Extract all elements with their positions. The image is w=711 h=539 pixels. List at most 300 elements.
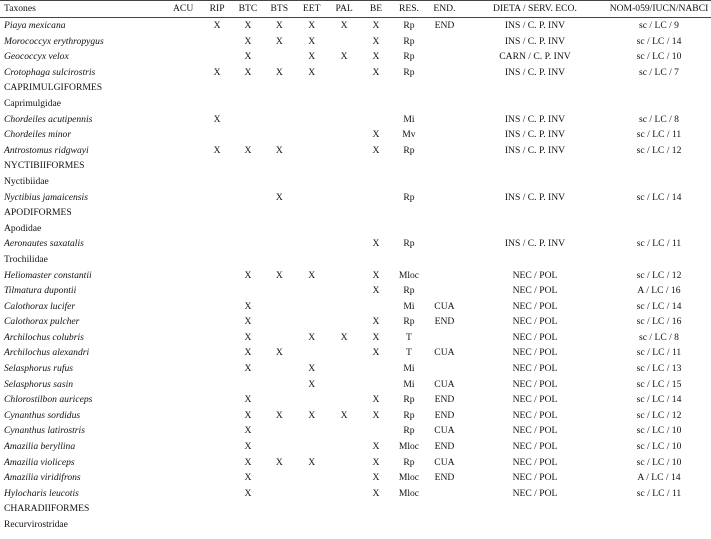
table-cell: sc / LC / 10: [636, 456, 682, 468]
table-cell: [328, 236, 360, 252]
table-cell: [328, 423, 360, 439]
table-cell: X: [340, 51, 348, 63]
taxon-name: Antrostomus ridgwayi: [4, 144, 89, 156]
table-cell: [263, 361, 295, 377]
table-cell: [328, 112, 360, 128]
table-cell: [263, 299, 295, 315]
table-cell: X: [244, 409, 252, 421]
table-cell: Mi: [403, 363, 415, 375]
table-cell: Mi: [403, 378, 415, 390]
column-header: RIP: [202, 1, 233, 18]
taxon-name: Tilmatura dupontii: [4, 285, 77, 297]
table-cell: X: [372, 129, 380, 141]
table-cell: [426, 143, 463, 159]
taxon-name: Selasphorus rufus: [4, 363, 74, 375]
species-row: [0, 314, 711, 330]
table-cell: END: [434, 472, 455, 484]
table-cell: X: [372, 238, 380, 250]
table-cell: [328, 127, 360, 143]
table-cell: X: [244, 363, 252, 375]
table-cell: CUA: [434, 456, 455, 468]
table-cell: [202, 49, 233, 65]
table-cell: sc / LC / 11: [636, 487, 682, 499]
table-cell: [426, 112, 463, 128]
table-cell: [295, 283, 328, 299]
table-cell: X: [372, 285, 380, 297]
table-cell: [263, 314, 295, 330]
table-cell: X: [244, 347, 252, 359]
table-cell: NEC / POL: [512, 487, 558, 499]
table-cell: [165, 486, 202, 502]
table-cell: NEC / POL: [512, 394, 558, 406]
taxon-name: Cynanthus latirostris: [4, 425, 85, 437]
table-cell: [202, 190, 233, 206]
table-cell: INS / C. P. INV: [504, 144, 566, 156]
table-cell: Rp: [403, 51, 415, 63]
table-cell: X: [372, 51, 380, 63]
table-cell: [328, 143, 360, 159]
table-cell: Mv: [402, 129, 416, 141]
family-name: Apodidae: [4, 222, 42, 234]
table-cell: INS / C. P. INV: [504, 35, 566, 47]
table-cell: X: [308, 456, 316, 468]
table-cell: [263, 377, 295, 393]
table-cell: [202, 268, 233, 284]
table-cell: sc / LC / 14: [636, 35, 682, 47]
table-cell: CUA: [434, 347, 455, 359]
order-row: [0, 80, 711, 96]
table-cell: sc / LC / 16: [636, 316, 682, 328]
table-cell: INS / C. P. INV: [504, 238, 566, 250]
table-cell: [426, 49, 463, 65]
table-cell: [263, 423, 295, 439]
taxon-name: Archilochus colubris: [4, 331, 84, 343]
table-cell: [165, 49, 202, 65]
table-cell: Rp: [403, 238, 415, 250]
family-row: [0, 252, 711, 268]
species-row: [0, 486, 711, 502]
table-cell: [202, 439, 233, 455]
species-row: [0, 330, 711, 346]
table-cell: [328, 65, 360, 81]
table-cell: [263, 439, 295, 455]
taxon-name: Archilochus alexandri: [4, 347, 90, 359]
table-cell: [165, 236, 202, 252]
table-cell: Rp: [403, 456, 415, 468]
table-cell: NEC / POL: [512, 441, 558, 453]
table-cell: X: [308, 378, 316, 390]
species-row: [0, 361, 711, 377]
table-cell: CARN / C. P. INV: [499, 51, 571, 63]
table-cell: [328, 377, 360, 393]
order-row: [0, 501, 711, 517]
table-cell: X: [308, 269, 316, 281]
table-cell: [202, 299, 233, 315]
table-cell: X: [244, 35, 252, 47]
column-header: NOM-059/IUCN/NABCI: [607, 1, 711, 18]
table-cell: NEC / POL: [512, 285, 558, 297]
table-cell: Mi: [403, 113, 415, 125]
order-row: [0, 158, 711, 174]
species-row: [0, 268, 711, 284]
table-cell: X: [308, 35, 316, 47]
table-cell: [328, 345, 360, 361]
table-cell: NEC / POL: [512, 456, 558, 468]
column-header: DIETA / SERV. ECO.: [463, 1, 607, 18]
table-cell: X: [308, 363, 316, 375]
table-cell: [295, 190, 328, 206]
species-row: [0, 127, 711, 143]
table-cell: INS / C. P. INV: [504, 191, 566, 203]
table-cell: Rp: [403, 191, 415, 203]
order-name: CAPRIMULGIFORMES: [4, 82, 103, 94]
table-cell: [165, 423, 202, 439]
table-cell: INS / C. P. INV: [504, 66, 566, 78]
table-cell: [295, 345, 328, 361]
table-cell: Rp: [403, 409, 415, 421]
taxon-name: Crotophaga sulcirostris: [4, 66, 96, 78]
table-cell: [165, 34, 202, 50]
table-cell: X: [244, 66, 252, 78]
table-cell: [360, 377, 392, 393]
table-cell: INS / C. P. INV: [504, 20, 566, 31]
species-row: [0, 408, 711, 424]
table-cell: [202, 470, 233, 486]
table-cell: [360, 190, 392, 206]
table-cell: [295, 112, 328, 128]
table-cell: X: [308, 409, 316, 421]
table-cell: [165, 127, 202, 143]
table-cell: [426, 65, 463, 81]
table-cell: sc / LC / 10: [636, 51, 682, 63]
table-cell: [360, 299, 392, 315]
table-cell: X: [244, 331, 252, 343]
table-cell: [328, 439, 360, 455]
table-cell: [295, 470, 328, 486]
column-header: EET: [295, 1, 328, 18]
table-cell: [202, 486, 233, 502]
table-header-row: [0, 1, 711, 18]
table-cell: END: [434, 394, 455, 406]
table-cell: [426, 268, 463, 284]
table-cell: [426, 34, 463, 50]
table-cell: [233, 127, 264, 143]
table-cell: [328, 455, 360, 471]
species-row: [0, 143, 711, 159]
table-cell: Mloc: [398, 487, 420, 499]
taxon-name: Aeronautes saxatalis: [4, 238, 84, 250]
table-cell: [360, 361, 392, 377]
table-cell: X: [275, 20, 283, 31]
table-cell: A / LC / 16: [637, 285, 681, 297]
taxon-name: Calothorax lucifer: [4, 300, 76, 312]
table-cell: X: [213, 66, 221, 78]
table-cell: Rp: [403, 35, 415, 47]
table-cell: sc / LC / 12: [636, 409, 682, 421]
table-body: [0, 18, 711, 533]
table-cell: [328, 190, 360, 206]
species-row: [0, 377, 711, 393]
order-row: [0, 205, 711, 221]
table-cell: [426, 361, 463, 377]
table-cell: [202, 330, 233, 346]
table-cell: Rp: [403, 285, 415, 297]
table-cell: X: [244, 456, 252, 468]
species-row: [0, 439, 711, 455]
order-name: CHARADIIFORMES: [4, 503, 90, 515]
table-cell: [165, 143, 202, 159]
table-cell: [426, 330, 463, 346]
table-cell: X: [244, 20, 252, 31]
taxon-name: Chlorostilbon auriceps: [4, 394, 93, 406]
table-cell: END: [434, 316, 455, 328]
table-cell: [165, 268, 202, 284]
table-cell: sc / LC / 8: [639, 331, 679, 343]
species-row: [0, 423, 711, 439]
table-cell: Mi: [403, 300, 415, 312]
table-cell: Rp: [403, 66, 415, 78]
table-cell: [295, 423, 328, 439]
table-cell: [263, 392, 295, 408]
table-cell: T: [406, 331, 412, 343]
table-cell: END: [434, 441, 455, 453]
taxon-name: Selasphorus sasin: [4, 378, 74, 390]
table-cell: X: [372, 347, 380, 359]
family-row: [0, 174, 711, 190]
species-row: [0, 283, 711, 299]
table-cell: X: [372, 35, 380, 47]
table-cell: [263, 486, 295, 502]
table-cell: sc / LC / 14: [636, 300, 682, 312]
table-cell: [233, 236, 264, 252]
taxon-name: Hylocharis leucotis: [4, 487, 79, 499]
table-cell: Rp: [403, 394, 415, 406]
table-cell: Mloc: [398, 441, 420, 453]
table-cell: X: [308, 51, 316, 63]
table-cell: NEC / POL: [512, 331, 558, 343]
table-cell: X: [244, 441, 252, 453]
table-cell: X: [244, 316, 252, 328]
family-name: Recurvirostridae: [4, 519, 68, 530]
column-header: Taxones: [0, 1, 165, 18]
order-name: APODIFORMES: [4, 207, 72, 219]
table-cell: [360, 423, 392, 439]
table-cell: [233, 377, 264, 393]
table-cell: sc / LC / 14: [636, 191, 682, 203]
table-cell: NEC / POL: [512, 425, 558, 437]
table-cell: [328, 361, 360, 377]
table-cell: [328, 268, 360, 284]
table-cell: [202, 236, 233, 252]
table-cell: sc / LC / 7: [639, 66, 679, 78]
species-row: [0, 34, 711, 50]
column-header: END.: [426, 1, 463, 18]
table-cell: [426, 486, 463, 502]
species-row: [0, 392, 711, 408]
table-cell: X: [372, 472, 380, 484]
table-cell: CUA: [434, 425, 455, 437]
table-cell: [165, 361, 202, 377]
table-cell: NEC / POL: [512, 409, 558, 421]
table-cell: X: [372, 487, 380, 499]
table-cell: X: [340, 20, 348, 31]
table-cell: [263, 127, 295, 143]
table-cell: sc / LC / 15: [636, 378, 682, 390]
taxon-name: Piaya mexicana: [4, 20, 66, 31]
table-cell: sc / LC / 10: [636, 425, 682, 437]
table-cell: X: [275, 269, 283, 281]
family-row: [0, 517, 711, 533]
table-cell: X: [275, 347, 283, 359]
species-row: [0, 345, 711, 361]
family-name: Trochilidae: [4, 253, 48, 265]
column-header: RES.: [392, 1, 426, 18]
table-cell: sc / LC / 12: [636, 144, 682, 156]
table-cell: Mloc: [398, 472, 420, 484]
table-cell: [165, 65, 202, 81]
table-cell: Mloc: [398, 269, 420, 281]
family-row: [0, 221, 711, 237]
table-cell: X: [275, 35, 283, 47]
table-cell: INS / C. P. INV: [504, 113, 566, 125]
table-cell: NEC / POL: [512, 378, 558, 390]
table-cell: sc / LC / 10: [636, 441, 682, 453]
table-cell: [295, 392, 328, 408]
table-cell: [328, 299, 360, 315]
table-cell: sc / LC / 9: [639, 20, 679, 31]
table-cell: NEC / POL: [512, 347, 558, 359]
column-header: PAL: [328, 1, 360, 18]
taxon-name: Amazilia viridifrons: [4, 472, 81, 484]
taxon-name: Chordeiles acutipennis: [4, 113, 93, 125]
table-cell: X: [372, 316, 380, 328]
taxon-name: Chordeiles minor: [4, 129, 72, 141]
table-cell: [295, 236, 328, 252]
table-cell: [295, 299, 328, 315]
species-row: [0, 470, 711, 486]
table-cell: X: [244, 472, 252, 484]
table-cell: X: [308, 20, 316, 31]
table-cell: X: [213, 113, 221, 125]
table-cell: X: [244, 487, 252, 499]
table-cell: [202, 408, 233, 424]
table-cell: X: [244, 269, 252, 281]
table-cell: NEC / POL: [512, 316, 558, 328]
table-cell: X: [372, 20, 380, 31]
table-cell: NEC / POL: [512, 269, 558, 281]
taxon-name: Cynanthus sordidus: [4, 409, 81, 421]
table-cell: X: [213, 144, 221, 156]
table-cell: [328, 283, 360, 299]
species-row: [0, 299, 711, 315]
table-cell: [165, 392, 202, 408]
table-cell: X: [244, 425, 252, 437]
table-cell: [263, 236, 295, 252]
table-cell: X: [372, 441, 380, 453]
species-row: [0, 455, 711, 471]
table-cell: X: [244, 394, 252, 406]
table-cell: INS / C. P. INV: [504, 129, 566, 141]
table-cell: X: [308, 66, 316, 78]
taxon-name: Geococcyx velox: [4, 51, 69, 63]
table-cell: X: [372, 409, 380, 421]
table-cell: X: [244, 51, 252, 63]
species-row: [0, 18, 711, 34]
table-cell: END: [434, 20, 455, 31]
table-cell: sc / LC / 12: [636, 269, 682, 281]
table-cell: X: [275, 456, 283, 468]
table-cell: [233, 283, 264, 299]
table-cell: [295, 439, 328, 455]
family-name: Caprimulgidae: [4, 97, 62, 109]
table-cell: [202, 34, 233, 50]
table-cell: [328, 486, 360, 502]
table-cell: [165, 18, 202, 34]
table-cell: [263, 330, 295, 346]
taxon-name: Calothorax pulcher: [4, 316, 80, 328]
taxon-name: Amazilia beryllina: [4, 441, 76, 453]
table-cell: X: [244, 300, 252, 312]
table-cell: [426, 283, 463, 299]
species-row: [0, 112, 711, 128]
table-cell: [263, 112, 295, 128]
table-cell: [295, 127, 328, 143]
table-cell: X: [340, 331, 348, 343]
table-cell: X: [213, 20, 221, 31]
table-cell: [328, 314, 360, 330]
table-cell: X: [372, 394, 380, 406]
table-cell: [202, 127, 233, 143]
table-cell: [165, 314, 202, 330]
table-cell: Rp: [403, 144, 415, 156]
table-cell: [328, 470, 360, 486]
table-cell: [165, 283, 202, 299]
species-row: [0, 65, 711, 81]
column-header: BTC: [233, 1, 264, 18]
table-cell: X: [275, 409, 283, 421]
table-cell: X: [372, 144, 380, 156]
table-cell: [202, 361, 233, 377]
table-cell: [165, 299, 202, 315]
table-cell: [202, 423, 233, 439]
family-name: Nyctibiidae: [4, 175, 49, 187]
table-cell: [263, 283, 295, 299]
table-cell: [328, 34, 360, 50]
table-cell: CUA: [434, 300, 455, 312]
table-cell: [233, 112, 264, 128]
column-header: BE: [360, 1, 392, 18]
table-cell: [165, 408, 202, 424]
table-cell: [165, 455, 202, 471]
table-cell: [165, 345, 202, 361]
taxon-name: Amazilia violiceps: [4, 456, 75, 468]
taxon-name: Morococcyx erythropygus: [4, 35, 104, 47]
table-cell: END: [434, 409, 455, 421]
table-cell: NEC / POL: [512, 300, 558, 312]
table-cell: [202, 377, 233, 393]
table-cell: NEC / POL: [512, 363, 558, 375]
table-cell: [202, 314, 233, 330]
table-cell: sc / LC / 11: [636, 347, 682, 359]
table-cell: [165, 377, 202, 393]
table-cell: sc / LC / 11: [636, 238, 682, 250]
table-cell: NEC / POL: [512, 472, 558, 484]
column-header: ACU: [165, 1, 202, 18]
table-cell: Rp: [403, 316, 415, 328]
table-cell: X: [340, 409, 348, 421]
table-cell: [263, 470, 295, 486]
table-cell: [295, 143, 328, 159]
